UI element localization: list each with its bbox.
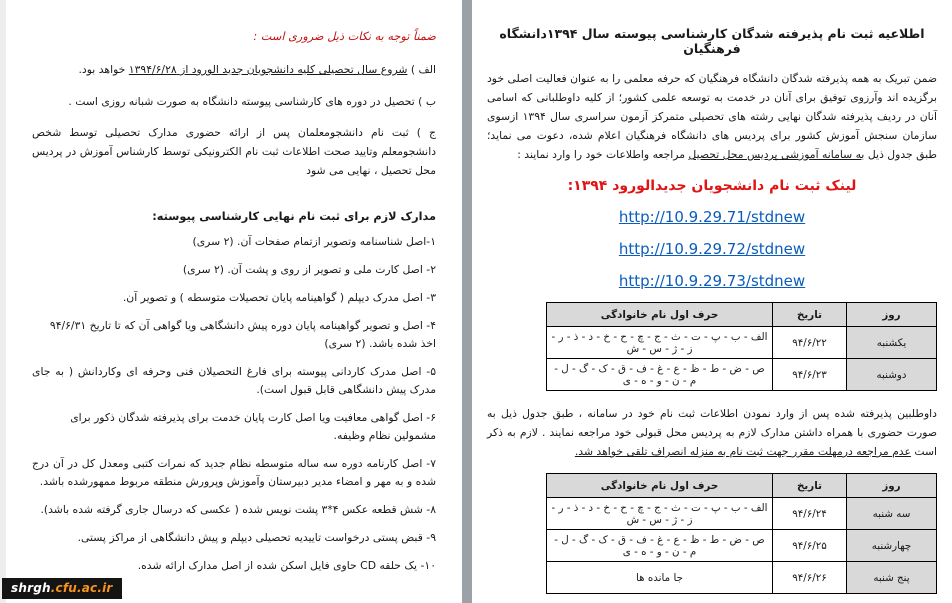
cell-letters: الف - ب - پ - ت - ث - ج - چ - ح - خ - د - ذ - ر - ز - ژ - س - ش	[547, 498, 773, 530]
header-day: روز	[847, 303, 937, 327]
document-item-8: ۸- شش قطعه عکس ۴*۳ پشت نویس شده ( عکسی که درسال جاری گرفته شده باشد).	[40, 503, 436, 516]
notice-underlined-text: عدم مراجعه درمهلت مقرر جهت ثبت نام به منزله انصراف تلقی خواهد شد.	[574, 445, 911, 458]
page-divider	[462, 0, 472, 603]
note-alef-underlined-text: شروع سال تحصیلی کلیه دانشجویان جدید الورود از ۱۳۹۴/۶/۲۸	[128, 63, 408, 76]
watermark-prefix: shrgh	[11, 581, 51, 595]
table-row	[547, 327, 937, 359]
header-letters: حرف اول نام خانوادگی	[547, 474, 773, 498]
cell-date: ۹۴/۶/۲۶	[773, 562, 847, 594]
cell-day: چهارشنبه	[847, 530, 937, 562]
schedule-table-2	[546, 473, 937, 594]
header-letters: حرف اول نام خانوادگی	[547, 303, 773, 327]
documents-heading: مدارک لازم برای ثبت نام نهایی کارشناسی پیوسته:	[152, 210, 436, 223]
cell-day: دوشنبه	[847, 359, 937, 391]
registration-link-row-3	[487, 271, 937, 290]
table-row	[547, 530, 937, 562]
table-header-row	[547, 303, 937, 327]
registration-link-row-2	[487, 239, 937, 258]
document-item-7: ۷- اصل کارنامه دوره سه ساله متوسطه نظام جدید که نمرات کتبی ومعدل کل در آن درج شده و به مهر و امضاء مدیر دبیرستان وآموزش وپرورش منطقه مربوط ممهورشده باشد.	[32, 457, 436, 488]
header-date: تاریخ	[773, 474, 847, 498]
site-watermark	[2, 578, 122, 599]
cell-date: ۹۴/۶/۲۵	[773, 530, 847, 562]
document-item-3: ۳- اصل مدرک دیپلم ( گواهینامه پایان تحصیلات متوسطه ) و تصویر آن.	[122, 291, 436, 304]
cell-date: ۹۴/۶/۲۲	[773, 327, 847, 359]
page-two	[6, 0, 462, 603]
cell-day: یکشنبه	[847, 327, 937, 359]
page-one	[472, 0, 952, 603]
registration-link-row-1	[487, 207, 937, 226]
cell-letters: جا مانده ها	[547, 562, 773, 594]
document-item-9: ۹- قبض پستی درخواست تاییدیه تحصیلی دیپلم و پیش دانشگاهی از مراکز پستی.	[77, 531, 436, 544]
intro-text: ضمن تبریک به همه پذیرفته شدگان دانشگاه فرهنگیان که حرفه معلمی را به عنوان فعالیت اصلی خود برگزیده اند وآرزوی توفیق برای آنان در خدمت به توسعه علمی کشور؛ از کلیه داوطلبانی که اسامی آنان در ردیف پذیرفته شدگان نهایی رشته های تحصیلی متمرکز آزمون سراسری سال ۱۳۹۴ ازسوی سازمان سنجش آموزش کشور برای پردیس های دانشگاه فرهنگیان اعلام شده، دعوت می نماید؛ طبق جدول ذیل	[487, 72, 937, 161]
cell-letters: ص - ض - ط - ظ - ع - غ - ف - ق - ک - گ - ل - م - ن - و - ه - ی	[547, 530, 773, 562]
note-item-alef	[32, 60, 436, 79]
cell-letters: الف - ب - پ - ت - ث - ج - چ - ح - خ - د - ذ - ر - ز - ژ - س - ش	[547, 327, 773, 359]
registration-link-1[interactable]: http://10.9.29.71/stdnew	[618, 208, 806, 226]
intro-underlined-text: به سامانه آموزشی پردیس محل تحصیل	[688, 148, 865, 161]
note-item-j: ج ) ثبت نام دانشجومعلمان پس از ارائه حضوری مدارک تحصیلی توسط شخص دانشجومعلم وتایید صحت اطلاعات ثبت نام الکترونیکی توسط کارشناس آموزش در پردیس محل تحصیل ، نهایی می شود	[32, 126, 436, 177]
registration-links-heading: لینک ثبت نام دانشجویان جدیدالورود ۱۳۹۴:	[567, 178, 857, 194]
note-alef-label: الف )	[407, 63, 436, 76]
note-alef-end: خواهد بود.	[78, 63, 129, 76]
watermark-suffix: .cfu.ac.ir	[50, 581, 113, 595]
document-item-2: ۲- اصل کارت ملی و تصویر از روی و پشت آن. (۲ سری)	[182, 263, 436, 276]
notice-text: داوطلبین پذیرفته شده پس از وارد نمودن اطلاعات ثبت نام خود در سامانه ، طبق جدول ذیل به صورت حضوری با همراه داشتن مدارک لازم به پردیس محل قبولی خود مراجعه نمایند . لازم به ذکر است	[487, 407, 937, 458]
document-item-4: ۴- اصل و تصویر گواهینامه پایان دوره پیش دانشگاهی ویا گواهی آن که تا تاریخ ۹۴/۶/۳۱ اخذ شده باشد. (۲ سری)	[49, 319, 436, 350]
table-header-row	[547, 474, 937, 498]
intro-text-end: مراجعه واطلاعات خود را وارد نمایند :	[517, 148, 689, 161]
document-item-5: ۵- اصل مدرک کاردانی پیوسته برای فارغ التحصیلان فنی وحرفه ای وکاردانش ( به جای مدرک پیش دانشگاهی قابل قبول است).	[32, 365, 436, 396]
cell-letters: ص - ض - ط - ظ - ع - غ - ف - ق - ک - گ - ل - م - ن - و - ه - ی	[547, 359, 773, 391]
document-item-10: ۱۰- یک حلقه CD حاوی فایل اسکن شده از اصل مدارک ارائه شده.	[137, 559, 436, 572]
document-item-6: ۶- اصل گواهی معافیت ویا اصل کارت پایان خدمت برای پذیرفته شدگان ذکور برای مشمولین نظام وظیفه.	[70, 411, 436, 442]
table-row	[547, 562, 937, 594]
intro-paragraph	[487, 69, 937, 164]
important-notes-heading: ضمناً توجه به نکات ذیل ضروری است :	[253, 30, 436, 43]
document-item-1: ۱-اصل شناسنامه وتصویر ازتمام صفحات آن. (۲ سری)	[192, 235, 436, 248]
header-day: روز	[847, 474, 937, 498]
table-row	[547, 498, 937, 530]
registration-link-3[interactable]: http://10.9.29.73/stdnew	[618, 272, 806, 290]
cell-day: پنج شنبه	[847, 562, 937, 594]
registration-link-2[interactable]: http://10.9.29.72/stdnew	[618, 240, 806, 258]
schedule-table-1	[546, 302, 937, 391]
header-date: تاریخ	[773, 303, 847, 327]
cell-date: ۹۴/۶/۲۴	[773, 498, 847, 530]
cell-date: ۹۴/۶/۲۳	[773, 359, 847, 391]
note-item-b: ب ) تحصیل در دوره های کارشناسی پیوسته دانشگاه به صورت شبانه روزی است .	[68, 95, 436, 108]
document-title: اطلاعیه ثبت نام پذیرفته شدگان کارشناسی پیوسته سال ۱۳۹۴دانشگاه فرهنگیان	[499, 26, 925, 56]
cell-day: سه شنبه	[847, 498, 937, 530]
attendance-notice	[487, 404, 937, 461]
table-row	[547, 359, 937, 391]
